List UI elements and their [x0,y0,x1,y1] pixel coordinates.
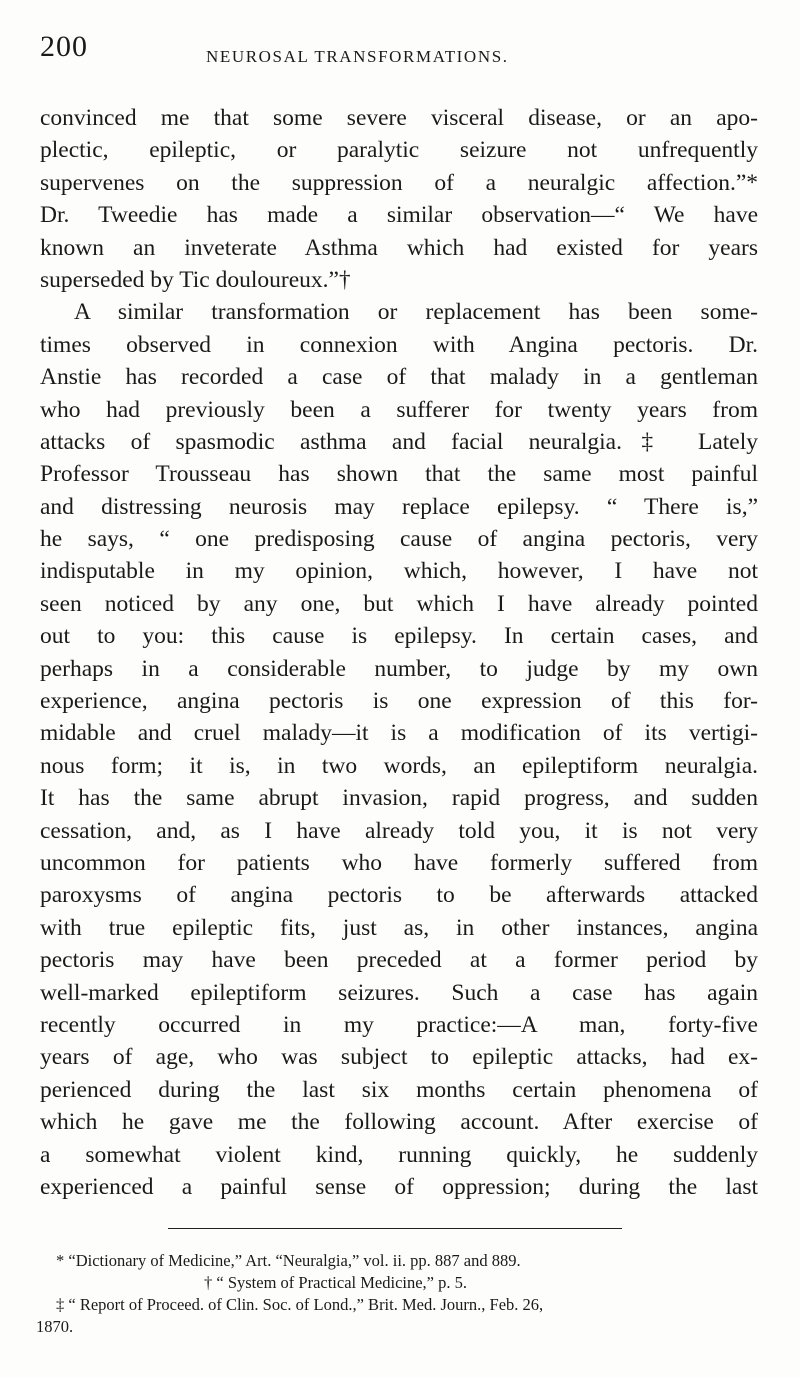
footnote-divider [168,1228,622,1229]
text-line: convinced me that some severe visceral disease, or an apo- [40,105,758,131]
footnote-1: * “Dictionary of Medicine,” Art. “Neuralgia,” vol. ii. pp. 887 and 889. [56,1251,521,1270]
text-line: supervenes on the suppression of a neuralgic affection.”* [40,169,758,196]
footnote-3-continuation: 1870. [36,1317,74,1336]
body-text [40,102,758,1203]
text-line: out to you: this cause is epilepsy. In certain cases, and [40,623,758,650]
text-line: Anstie has recorded a case of that malady in a gentleman [40,364,758,391]
text-line: with true epileptic fits, just as, in other instances, angina [40,914,758,941]
text-line: perienced during the last six months certain phenomena of [40,1076,758,1103]
text-line: superseded by Tic douloureux.”† [40,266,351,293]
text-line: who had previously been a sufferer for twenty years from [40,396,758,423]
text-line: paroxysms of angina pectoris to be afterwards attacked [40,882,758,909]
text-line: attacks of spasmodic asthma and facial neuralgia.‡ Lately [40,428,758,455]
text-line: nous form; it is, in two words, an epileptiform neuralgia. [40,752,758,779]
text-line: which he gave me the following account. After exercise of [40,1109,758,1136]
text-line: well-marked epileptiform seizures. Such a case has again [40,979,758,1006]
running-title: NEUROSAL TRANSFORMATIONS. [206,47,509,66]
text-line: It has the same abrupt invasion, rapid progress, and sudden [40,785,758,812]
text-line: he says, “ one predisposing cause of angina pectoris, very [40,526,758,553]
text-line: known an inveterate Asthma which had existed for years [40,234,758,261]
text-line: cessation, and, as I have already told you, it is not very [40,817,758,844]
text-line: experience, angina pectoris is one expression of this for- [40,688,758,715]
text-line: indisputable in my opinion, which, however, I have not [40,558,758,585]
text-line: Professor Trousseau has shown that the same most painful [40,461,758,488]
text-line: years of age, who was subject to epileptic attacks, had ex- [40,1044,758,1071]
text-line: times observed in connexion with Angina pectoris. Dr. [40,331,758,358]
text-line: plectic, epileptic, or paralytic seizure not unfrequently [40,137,758,164]
text-line: A similar transformation or replacement has been some- [74,299,758,326]
text-line: and distressing neurosis may replace epilepsy. “ There is,” [40,493,758,520]
text-line: a somewhat violent kind, running quickly, he suddenly [40,1141,758,1168]
text-line: pectoris may have been preceded at a former period by [40,947,758,974]
text-line: experienced a painful sense of oppression; during the last [40,1173,758,1200]
footnote-2: † “ System of Practical Medicine,” p. 5. [204,1273,468,1292]
page-header [40,30,760,74]
text-line: perhaps in a considerable number, to judge by my own [40,655,758,682]
footnotes [36,1250,760,1338]
text-line: recently occurred in my practice:—A man, forty-five [40,1011,758,1038]
text-line: midable and cruel malady—it is a modification of its vertigi- [40,720,758,747]
text-line: Dr. Tweedie has made a similar observation—“ We have [40,202,758,229]
text-line: uncommon for patients who have formerly suffered from [40,849,758,876]
page-number: 200 [40,30,88,63]
footnote-3: ‡ “ Report of Proceed. of Clin. Soc. of Lond.,” Brit. Med. Journ., Feb. 26, [56,1295,544,1314]
text-line: seen noticed by any one, but which I have already pointed [40,590,758,617]
